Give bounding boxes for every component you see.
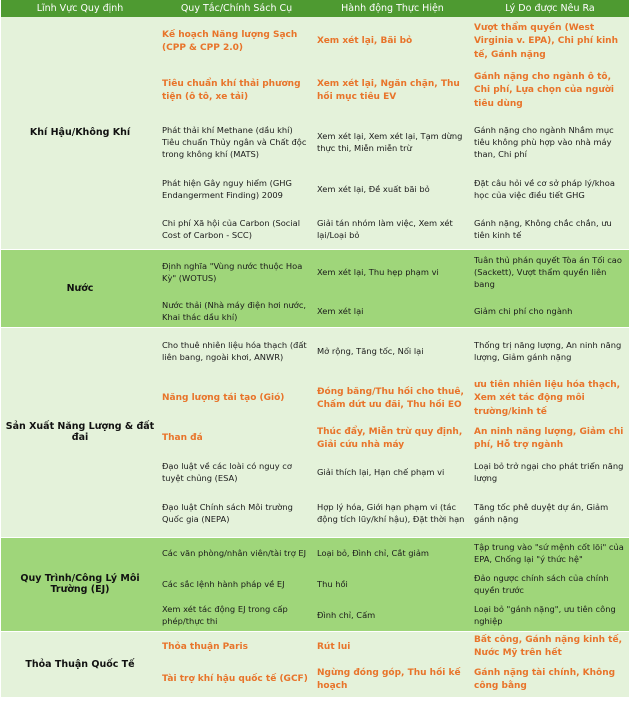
rule-cell: Các sắc lệnh hành pháp về EJ [159,569,314,599]
action-cell: Hợp lý hóa, Giới hạn phạm vi (tác động tích lũy/khí hậu), Đặt thời hạn [314,489,471,537]
reason-cell: Đảo ngược chính sách của chính quyền trước [471,569,629,599]
header-reason: Lý Do được Nêu Ra [471,0,629,17]
rule-cell: Nước thải (Nhà máy điện hơi nước, Khai thác dầu khí) [159,295,314,327]
policy-table [1,0,629,698]
rule-cell: Phát hiện Gây nguy hiểm (GHG Endangerment Finding) 2009 [159,169,314,209]
action-cell: Xem xét lại, Ngăn chặn, Thu hồi mục tiêu EV [314,67,471,115]
table-row [1,631,629,663]
reason-cell: Bất công, Gánh nặng kinh tế, Nước Mỹ trên hết [471,631,629,663]
reason-cell: Loại bỏ "gánh nặng", ưu tiên công nghiệp [471,599,629,631]
table-row [1,537,629,569]
reason-cell: Gánh nặng tài chính, Không công bằng [471,663,629,697]
reason-cell: Gánh nặng cho ngành ô tô, Chi phí, Lựa chọn của người tiêu dùng [471,67,629,115]
header-action: Hành động Thực Hiện [314,0,471,17]
action-cell: Đóng băng/Thu hồi cho thuê, Chấm dứt ưu đãi, Thu hồi EO [314,375,471,423]
action-cell: Thu hồi [314,569,471,599]
reason-cell: Đặt câu hỏi về cơ sở pháp lý/khoa học của việc điều tiết GHG [471,169,629,209]
action-cell: Đình chỉ, Cấm [314,599,471,631]
reason-cell: Gánh nặng, Không chắc chắn, ưu tiên kinh tế [471,209,629,249]
action-cell: Xem xét lại, Xem xét lại, Tạm dừng thực thi, Miễn miễn trừ [314,115,471,169]
header-rule: Quy Tắc/Chính Sách Cụ [159,0,314,17]
rule-cell: Thỏa thuận Paris [159,631,314,663]
action-cell: Mở rộng, Tăng tốc, Nối lại [314,327,471,375]
reason-cell: Vượt thẩm quyền (West Virginia v. EPA), Chi phí kinh tế, Gánh nặng [471,17,629,67]
rule-cell: Đạo luật Chính sách Môi trường Quốc gia (NEPA) [159,489,314,537]
table-header-row [1,0,629,17]
reason-cell: Giảm chi phí cho ngành [471,295,629,327]
rule-cell: Than đá [159,423,314,455]
reason-cell: An ninh năng lượng, Giảm chi phí, Hỗ trợ ngành [471,423,629,455]
reason-cell: Gánh nặng cho ngành Nhắm mục tiêu không phù hợp vào nhà máy than, Chi phí [471,115,629,169]
action-cell: Ngừng đóng góp, Thu hồi kế hoạch [314,663,471,697]
rule-cell: Các văn phòng/nhân viên/tài trợ EJ [159,537,314,569]
rule-cell: Kế hoạch Năng lượng Sạch (CPP & CPP 2.0) [159,17,314,67]
rule-cell: Xem xét tác động EJ trong cấp phép/thực thi [159,599,314,631]
reason-cell: Tập trung vào "sứ mệnh cốt lõi" của EPA, Chống lại "ý thức hệ" [471,537,629,569]
reason-cell: Thống trị năng lượng, An ninh năng lượng, Giảm gánh nặng [471,327,629,375]
rule-cell: Cho thuê nhiên liệu hóa thạch (đất liên bang, ngoài khơi, ANWR) [159,327,314,375]
rule-cell: Năng lượng tái tạo (Gió) [159,375,314,423]
action-cell: Xem xét lại, Thu hẹp phạm vi [314,249,471,295]
category-climate: Khí Hậu/Không Khí [1,17,159,249]
reason-cell: Loại bỏ trở ngại cho phát triển năng lượng [471,455,629,489]
action-cell: Loại bỏ, Đình chỉ, Cắt giảm [314,537,471,569]
action-cell: Xem xét lại, Đề xuất bãi bỏ [314,169,471,209]
action-cell: Xem xét lại, Bãi bỏ [314,17,471,67]
table-row [1,17,629,67]
table-row [1,249,629,295]
rule-cell: Đạo luật về các loài có nguy cơ tuyệt chủng (ESA) [159,455,314,489]
table-row [1,327,629,375]
action-cell: Giải thích lại, Hạn chế phạm vi [314,455,471,489]
rule-cell: Tài trợ khí hậu quốc tế (GCF) [159,663,314,697]
header-domain: Lĩnh Vực Quy định [1,0,159,17]
rule-cell: Chi phí Xã hội của Carbon (Social Cost of Carbon - SCC) [159,209,314,249]
action-cell: Thúc đẩy, Miễn trừ quy định, Giải cứu nhà máy [314,423,471,455]
reason-cell: Tăng tốc phê duyệt dự án, Giảm gánh nặng [471,489,629,537]
category-water: Nước [1,249,159,327]
action-cell: Giải tán nhóm làm việc, Xem xét lại/Loại bỏ [314,209,471,249]
category-energy: Sản Xuất Năng Lượng & đất đai [1,327,159,537]
reason-cell: Tuân thủ phán quyết Tòa án Tối cao (Sackett), Vượt thẩm quyền liên bang [471,249,629,295]
rule-cell: Phát thải khí Methane (dầu khí) Tiêu chuẩn Thủy ngân và Chất độc trong không khí (MATS) [159,115,314,169]
category-international: Thỏa Thuận Quốc Tế [1,631,159,697]
reason-cell: ưu tiên nhiên liệu hóa thạch, Xem xét tác động môi trường/kinh tế [471,375,629,423]
action-cell: Rút lui [314,631,471,663]
category-ej: Quy Trình/Công Lý Môi Trường (EJ) [1,537,159,631]
rule-cell: Định nghĩa "Vùng nước thuộc Hoa Kỳ" (WOTUS) [159,249,314,295]
action-cell: Xem xét lại [314,295,471,327]
rule-cell: Tiêu chuẩn khí thải phương tiện (ô tô, xe tải) [159,67,314,115]
